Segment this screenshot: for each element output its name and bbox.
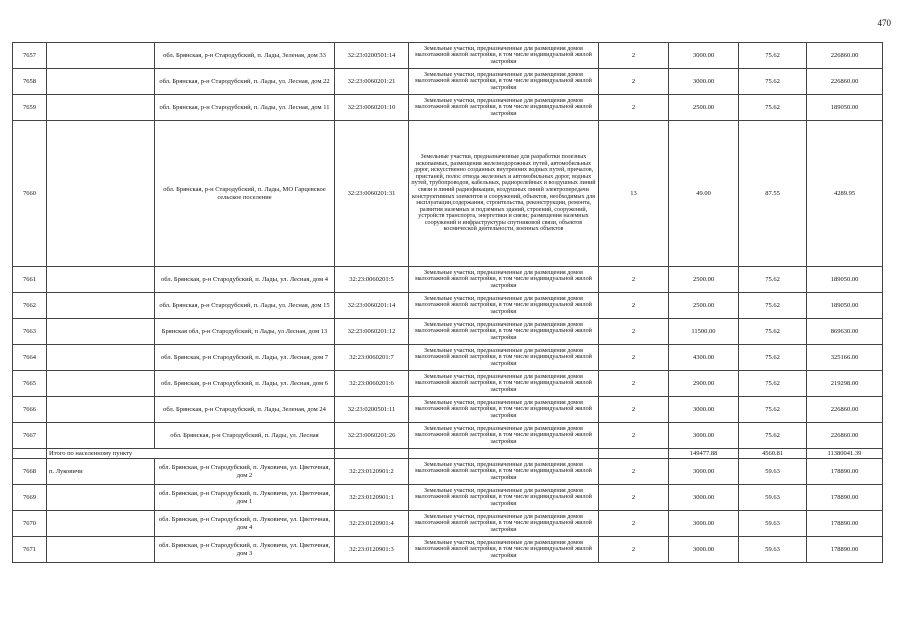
area-cell: 2900.00 [669,371,739,397]
area-cell: 3000.00 [669,69,739,95]
cadastral-value-cell: 189050.00 [807,293,883,319]
land-use-cell: Земельные участки, предназначенные для размещения домов малоэтажной жилой застройки, в том числе индивидуальной жилой застройки [409,267,599,293]
specific-value-cell: 59.63 [739,459,807,485]
cadastral-value-cell: 325166.00 [807,345,883,371]
cadastral-number-cell: 32:23:0060201:21 [335,69,409,95]
use-group-cell: 2 [599,95,669,121]
table-row [13,43,883,69]
table-row [13,95,883,121]
row-number: 7661 [13,267,47,293]
specific-value-cell: 75.62 [739,371,807,397]
cadastral-number-cell: 32:23:0060201:31 [335,121,409,267]
table-row [13,293,883,319]
area-cell: 3000.00 [669,43,739,69]
cadastral-value-cell: 178890.00 [807,537,883,563]
area-cell: 3000.00 [669,397,739,423]
locality-cell [47,345,155,371]
locality-cell [47,485,155,511]
area-cell: 4300.00 [669,345,739,371]
specific-value-cell: 59.63 [739,511,807,537]
table-row [13,537,883,563]
cadastral-value-cell: 189050.00 [807,95,883,121]
table-row [13,511,883,537]
use-group-cell: 2 [599,459,669,485]
land-use-cell: Земельные участки, предназначенные для размещения домов малоэтажной жилой застройки, в том числе индивидуальной жилой застройки [409,371,599,397]
subtotal-blank [335,449,409,459]
row-number: 7671 [13,537,47,563]
use-group-cell: 2 [599,345,669,371]
address-cell: обл. Брянская, р-н Стародубский, п. Лады, Зеленая, дом 24 [155,397,335,423]
cadastral-value-cell: 869630.00 [807,319,883,345]
use-group-cell: 2 [599,485,669,511]
cadastral-value-cell: 226860.00 [807,423,883,449]
locality-cell [47,397,155,423]
subtotal-specific-value: 4560.81 [739,449,807,459]
specific-value-cell: 75.62 [739,293,807,319]
cadastral-number-cell: 32:23:0060201:26 [335,423,409,449]
locality-cell [47,537,155,563]
area-cell: 2500.00 [669,267,739,293]
address-cell: обл. Брянская, р-н Стародубский, п. Лады, ул. Лесная, дом 15 [155,293,335,319]
address-cell: обл. Брянская, р-н Стародубский, п. Лады, ул. Лесная [155,423,335,449]
land-use-cell: Земельные участки, предназначенные для размещения домов малоэтажной жилой застройки, в том числе индивидуальной жилой застройки [409,423,599,449]
row-number: 7662 [13,293,47,319]
cadastral-number-cell: 32:23:0060201:14 [335,293,409,319]
locality-cell: п. Луковичи [47,459,155,485]
use-group-cell: 13 [599,121,669,267]
land-use-cell: Земельные участки, предназначенные для размещения домов малоэтажной жилой застройки, в том числе индивидуальной жилой застройки [409,537,599,563]
row-number: 7666 [13,397,47,423]
cadastral-value-cell: 189050.00 [807,267,883,293]
address-cell: обл. Брянская, р-н Стародубский, п. Лады, МО Гарцевское сельское поселение [155,121,335,267]
cadastral-value-cell: 178890.00 [807,511,883,537]
use-group-cell: 2 [599,537,669,563]
subtotal-blank [599,449,669,459]
locality-cell [47,371,155,397]
cadastral-value-cell: 226860.00 [807,397,883,423]
specific-value-cell: 75.62 [739,267,807,293]
locality-cell [47,95,155,121]
specific-value-cell: 59.63 [739,537,807,563]
address-cell: обл. Брянская, р-н Стародубский, п. Луковичи, ул. Цветочная, дом 3 [155,537,335,563]
use-group-cell: 2 [599,319,669,345]
cadastral-number-cell: 32:23:0060201:12 [335,319,409,345]
area-cell: 3000.00 [669,511,739,537]
use-group-cell: 2 [599,267,669,293]
subtotal-cadastral-value: 11380041.39 [807,449,883,459]
use-group-cell: 2 [599,397,669,423]
locality-cell [47,267,155,293]
specific-value-cell: 59.63 [739,485,807,511]
row-number: 7667 [13,423,47,449]
specific-value-cell: 75.62 [739,319,807,345]
land-use-cell: Земельные участки, предназначенные для размещения домов малоэтажной жилой застройки, в том числе индивидуальной жилой застройки [409,345,599,371]
address-cell: обл. Брянская, р-н Стародубский, п. Луковичи, ул. Цветочная, дом 4 [155,511,335,537]
row-number: 7663 [13,319,47,345]
subtotal-row [13,449,883,459]
row-number: 7657 [13,43,47,69]
use-group-cell: 2 [599,293,669,319]
page-number: 470 [877,18,891,28]
row-number: 7668 [13,459,47,485]
address-cell: обл. Брянская, р-н Стародубский, п. Лады, ул. Лесная, дом 7 [155,345,335,371]
address-cell: обл. Брянская, р-н Стародубский, п. Лады, ул. Лесная, дом 4 [155,267,335,293]
locality-cell [47,319,155,345]
cadastral-value-cell: 219298.00 [807,371,883,397]
specific-value-cell: 87.55 [739,121,807,267]
row-number: 7665 [13,371,47,397]
cadastral-value-cell: 4289.95 [807,121,883,267]
cadastral-number-cell: 32:23:0060201:7 [335,345,409,371]
cadastral-number-cell: 32:23:0200501:14 [335,43,409,69]
address-cell: Брянская обл, р-н Стародубский, п Лады, ул Лесная, дом 13 [155,319,335,345]
specific-value-cell: 75.62 [739,345,807,371]
area-cell: 49.00 [669,121,739,267]
land-use-cell: Земельные участки, предназначенные для размещения домов малоэтажной жилой застройки, в том числе индивидуальной жилой застройки [409,397,599,423]
row-number: 7670 [13,511,47,537]
subtotal-area: 149477.88 [669,449,739,459]
cadastral-number-cell: 32:23:0200501:11 [335,397,409,423]
area-cell: 3000.00 [669,485,739,511]
locality-cell [47,121,155,267]
table-row [13,267,883,293]
use-group-cell: 2 [599,69,669,95]
row-number: 7669 [13,485,47,511]
row-number: 7664 [13,345,47,371]
locality-cell [47,293,155,319]
area-cell: 3000.00 [669,537,739,563]
row-number: 7660 [13,121,47,267]
table-row [13,69,883,95]
locality-cell [47,511,155,537]
use-group-cell: 2 [599,43,669,69]
table-row [13,459,883,485]
cadastral-number-cell: 32:23:0120901:1 [335,485,409,511]
specific-value-cell: 75.62 [739,423,807,449]
cadastral-number-cell: 32:23:0120901:4 [335,511,409,537]
cadastral-number-cell: 32:23:0120901:3 [335,537,409,563]
subtotal-blank [409,449,599,459]
table-row [13,121,883,267]
specific-value-cell: 75.62 [739,95,807,121]
use-group-cell: 2 [599,423,669,449]
land-use-cell: Земельные участки, предназначенные для разработки полезных ископаемых, размещения железнодорожных путей, автомобильных дорог, искусственно созданных внутренних водных путей, причалов, пристаней, полос отвода железных и автомобильных дорог, водных путей, трубопроводов, кабельных, радиорелейных и воздушных линий связи и линий радиофикации, воздушных линий электропередачи конструктивных элементов и сооружений, объектов, необходимых для эксплуатации,содержания, строительства, реконструкции, ремонта, развития наземных и подземных зданий, строений, сооружений, устройств транспорта, энергетики и связи; размещения наземных сооружений и инфраструктуры спутниковой связи, объектов космической деятельности, военных объектов [409,121,599,267]
specific-value-cell: 75.62 [739,69,807,95]
area-cell: 2500.00 [669,95,739,121]
address-cell: обл. Брянская, р-н Стародубский, п. Луковичи, ул. Цветочная, дом 2 [155,459,335,485]
area-cell: 2500.00 [669,293,739,319]
cadastral-number-cell: 32:23:0060201:10 [335,95,409,121]
land-use-cell: Земельные участки, предназначенные для размещения домов малоэтажной жилой застройки, в том числе индивидуальной жилой застройки [409,95,599,121]
locality-cell [47,43,155,69]
specific-value-cell: 75.62 [739,43,807,69]
address-cell: обл. Брянская, р-н Стародубский, п. Лады, ул. Лесная, дом 11 [155,95,335,121]
cadastral-number-cell: 32:23:0060201:6 [335,371,409,397]
row-number: 7659 [13,95,47,121]
address-cell: обл. Брянская, р-н Стародубский, п. Лады, Зеленая, дом 33 [155,43,335,69]
cadastral-value-cell: 226860.00 [807,43,883,69]
use-group-cell: 2 [599,371,669,397]
address-cell: обл. Брянская, р-н Стародубский, п. Лады, ул. Лесная, дом 22 [155,69,335,95]
cadastral-number-cell: 32:23:0120901:2 [335,459,409,485]
locality-cell [47,69,155,95]
area-cell: 11500.00 [669,319,739,345]
cadastral-value-cell: 178890.00 [807,485,883,511]
subtotal-blank [13,449,47,459]
land-use-cell: Земельные участки, предназначенные для размещения домов малоэтажной жилой застройки, в том числе индивидуальной жилой застройки [409,511,599,537]
area-cell: 3000.00 [669,459,739,485]
table-row [13,485,883,511]
land-use-cell: Земельные участки, предназначенные для размещения домов малоэтажной жилой застройки, в том числе индивидуальной жилой застройки [409,69,599,95]
table-row [13,371,883,397]
land-use-cell: Земельные участки, предназначенные для размещения домов малоэтажной жилой застройки, в том числе индивидуальной жилой застройки [409,293,599,319]
cadastral-value-cell: 226860.00 [807,69,883,95]
use-group-cell: 2 [599,511,669,537]
locality-cell [47,423,155,449]
table-row [13,397,883,423]
cadastral-number-cell: 32:23:0060201:5 [335,267,409,293]
cadastral-value-table [12,42,883,563]
land-use-cell: Земельные участки, предназначенные для размещения домов малоэтажной жилой застройки, в том числе индивидуальной жилой застройки [409,319,599,345]
address-cell: обл. Брянская, р-н Стародубский, п. Луковичи, ул. Цветочная, дом 1 [155,485,335,511]
cadastral-value-cell: 178890.00 [807,459,883,485]
table-row [13,319,883,345]
area-cell: 3000.00 [669,423,739,449]
land-use-cell: Земельные участки, предназначенные для размещения домов малоэтажной жилой застройки, в том числе индивидуальной жилой застройки [409,459,599,485]
subtotal-label: Итого по населенному пункту [47,449,335,459]
table-row [13,423,883,449]
specific-value-cell: 75.62 [739,397,807,423]
address-cell: обл. Брянская, р-н Стародубский, п. Лады, ул. Лесная, дом 6 [155,371,335,397]
table-row [13,345,883,371]
land-use-cell: Земельные участки, предназначенные для размещения домов малоэтажной жилой застройки, в том числе индивидуальной жилой застройки [409,43,599,69]
row-number: 7658 [13,69,47,95]
land-use-cell: Земельные участки, предназначенные для размещения домов малоэтажной жилой застройки, в том числе индивидуальной жилой застройки [409,485,599,511]
